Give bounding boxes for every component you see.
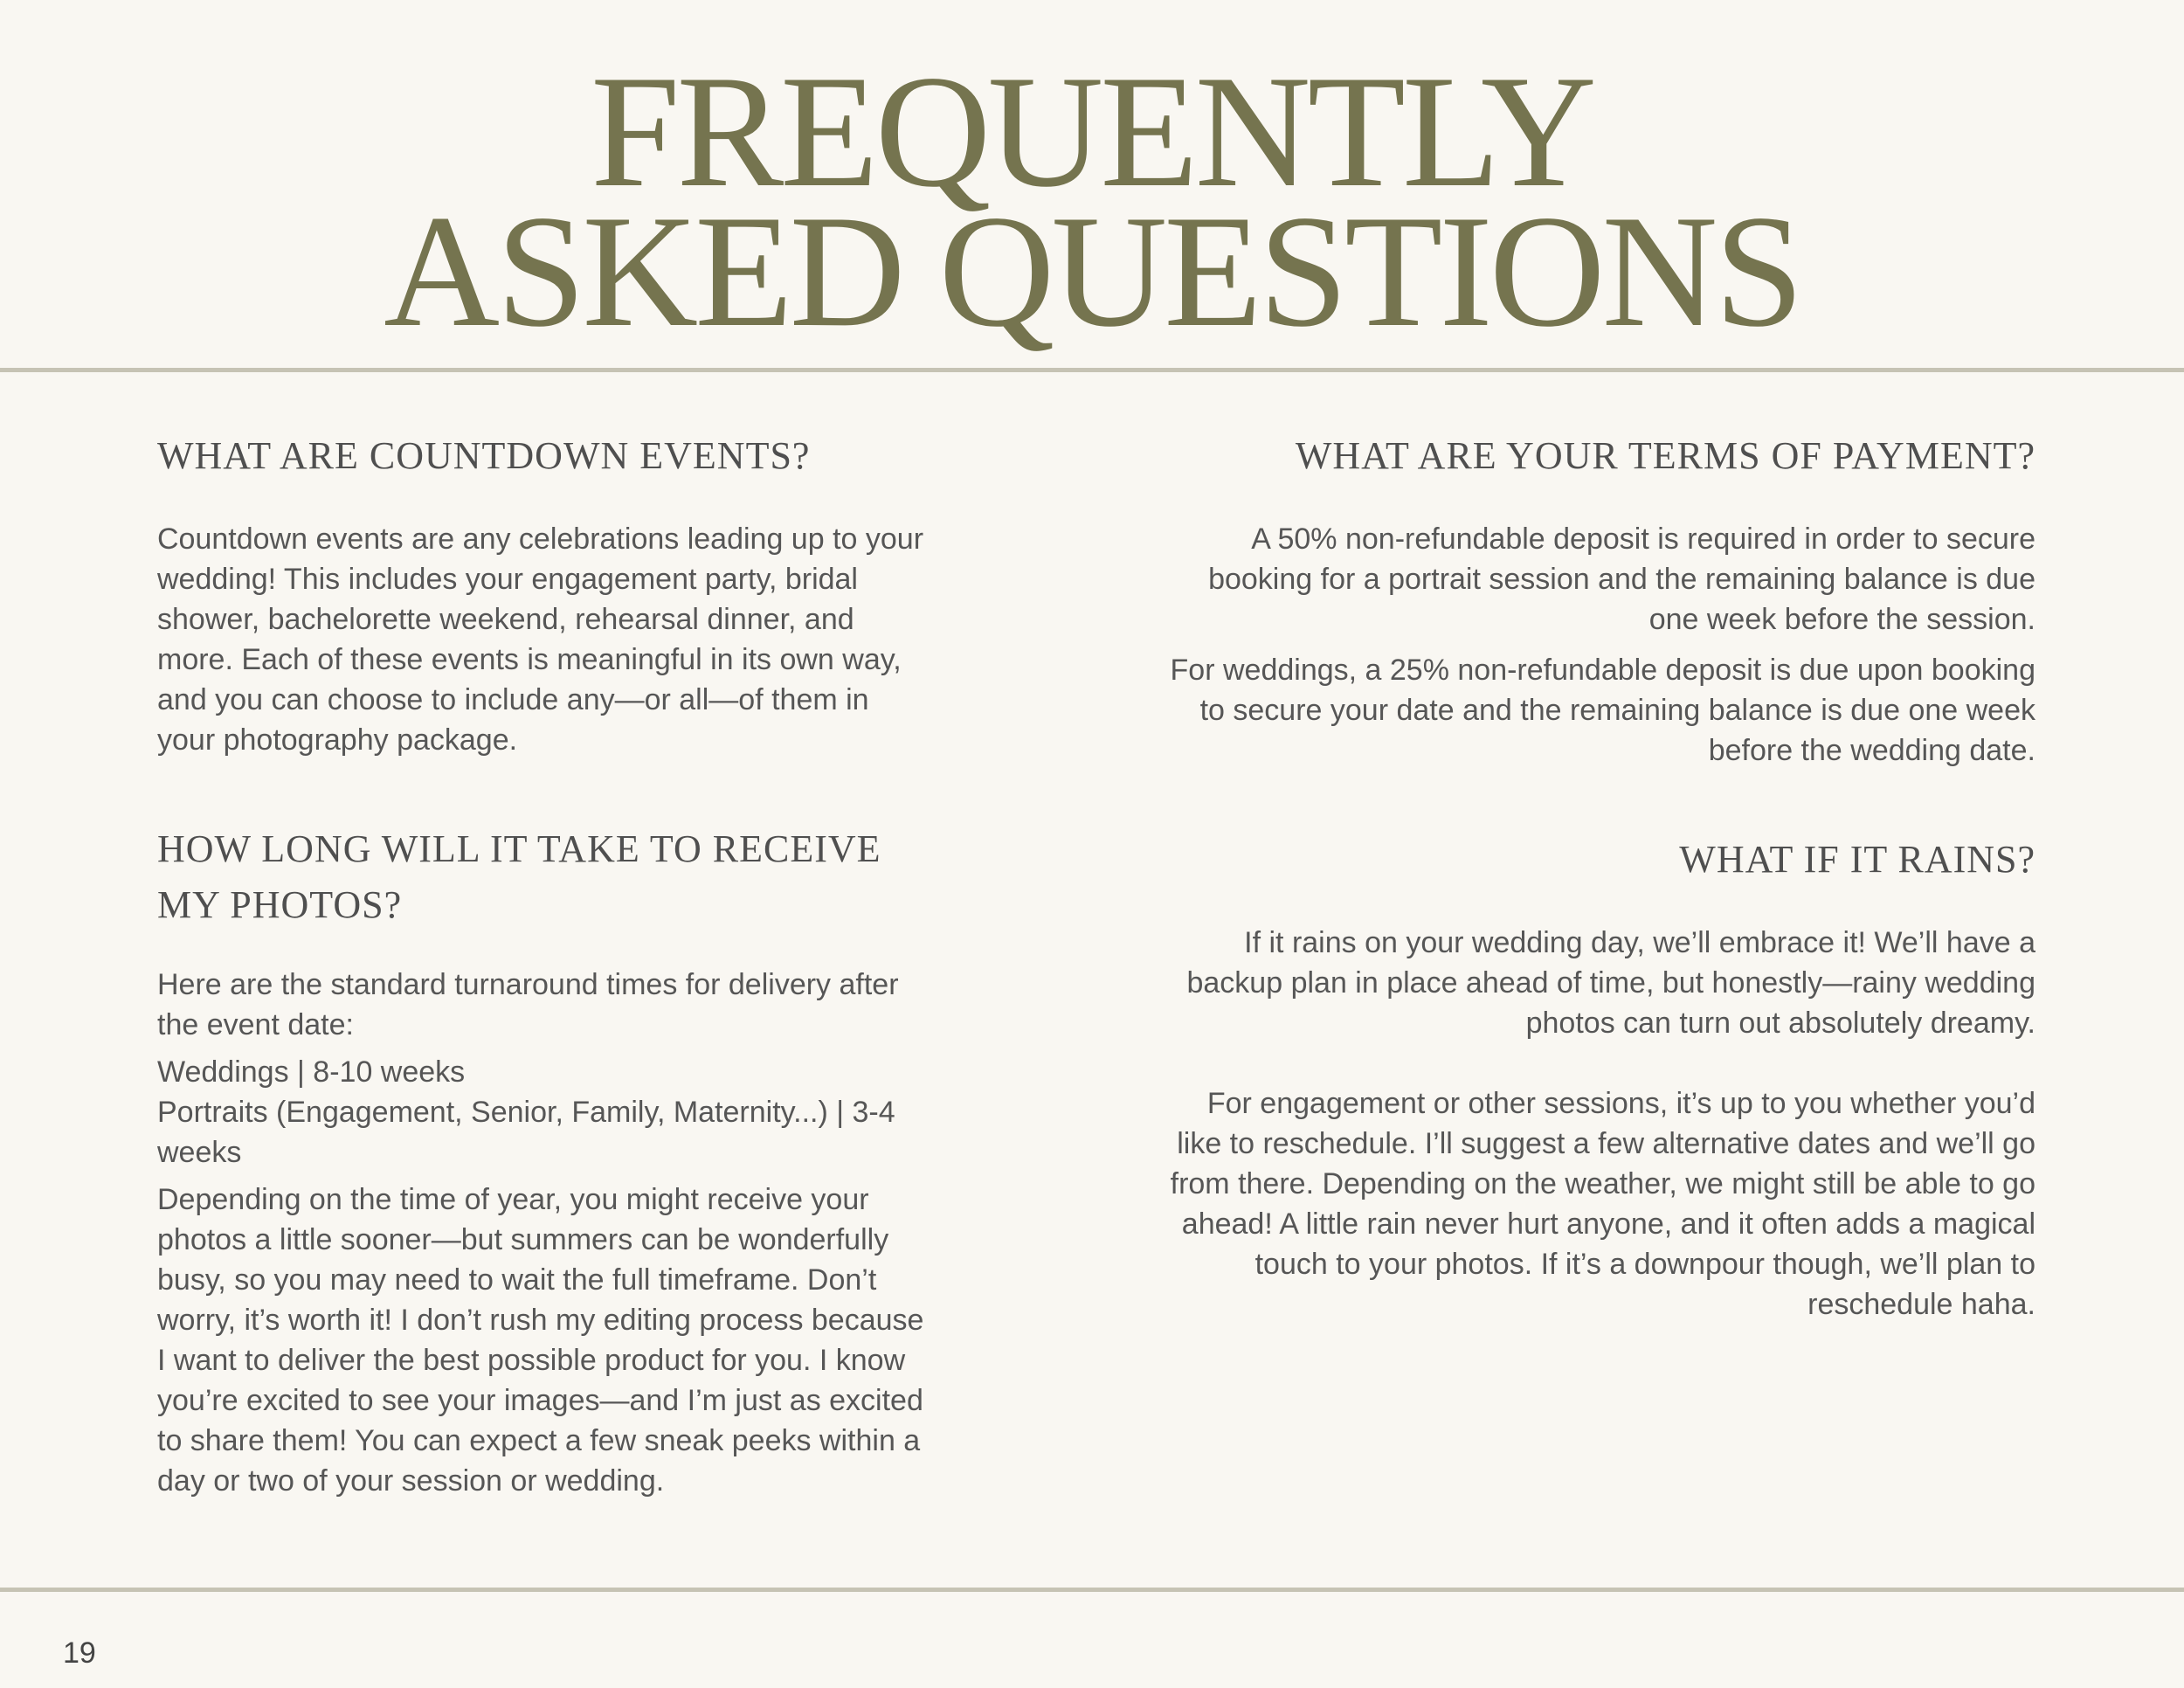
question-photo-turnaround-line-1: HOW LONG WILL IT TAKE TO RECEIVE [157, 827, 881, 870]
question-rain: WHAT IF IT RAINS? [1679, 838, 2035, 881]
page-title-line-2: ASKED QUESTIONS [384, 182, 1800, 360]
question-photo-turnaround [157, 821, 926, 933]
question-countdown-events: WHAT ARE COUNTDOWN EVENTS? [157, 434, 811, 477]
answer-payment-wedding: For weddings, a 25% non-refundable deposit is due upon booking to secure your date and the remaining balance is due one week before the wedding date. [1170, 654, 2035, 767]
right-column [1162, 428, 2035, 1325]
answer-turnaround-portraits: Portraits (Engagement, Senior, Family, Maternity...) | 3-4 weeks [157, 1096, 895, 1169]
top-divider [0, 368, 2184, 372]
page-title-line-1: FREQUENTLY [591, 42, 1593, 220]
answer-rain-sessions: For engagement or other sessions, it’s up to you whether you’d like to reschedule. I’ll suggest a few alternative dates and we’ll go from there. Depending on the weather, we might still be able to go ahead! A little rain never hurt anyone, and it often adds a magical touch to your photos. If it’s a downpour though, we’ll plan to reschedule haha. [1170, 1087, 2035, 1321]
question-payment-terms: WHAT ARE YOUR TERMS OF PAYMENT? [1295, 434, 2035, 477]
answer-payment-portrait: A 50% non-refundable deposit is required in order to secure booking for a portrait session and the remaining balance is due one week before the session. [1208, 522, 2035, 636]
page-title [0, 42, 2184, 360]
page-number: 19 [63, 1636, 96, 1670]
question-photo-turnaround-line-2: MY PHOTOS? [157, 883, 403, 926]
left-column [157, 428, 926, 1501]
answer-countdown-events: Countdown events are any celebrations leading up to your wedding! This includes your engagement party, bridal shower, bachelorette weekend, rehearsal dinner, and more. Each of these events is meaningful in its own way, and you can choose to include any—or all—of them in your photography package. [157, 522, 924, 757]
answer-turnaround-weddings: Weddings | 8-10 weeks [157, 1055, 466, 1089]
answer-turnaround-detail: Depending on the time of year, you might receive your photos a little sooner—but summers can be wonderfully busy, so you may need to wait the full timeframe. Don’t worry, it’s worth it! I don’t rush my editing process because I want to deliver the best possible product for you. I know you’re excited to see your images—and I’m just as excited to share them! You can expect a few sneak peeks within a day or two of your session or wedding. [157, 1183, 924, 1498]
bottom-divider [0, 1588, 2184, 1592]
answer-turnaround-intro: Here are the standard turnaround times for delivery after the event date: [157, 968, 899, 1041]
answer-rain-wedding: If it rains on your wedding day, we’ll embrace it! We’ll have a backup plan in place ahead of time, but honestly—rainy wedding photos can turn out absolutely dreamy. [1186, 926, 2035, 1040]
